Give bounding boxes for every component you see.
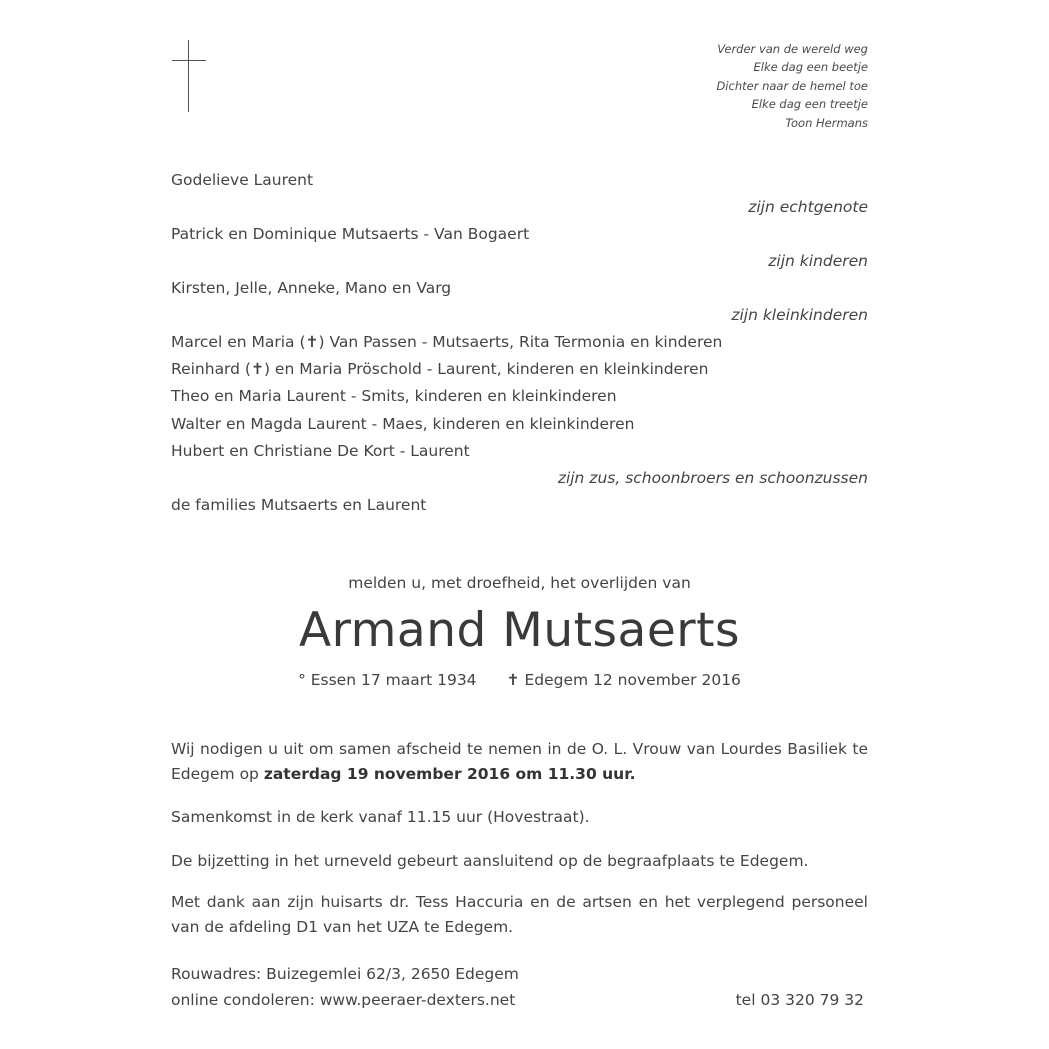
poem-author: Toon Hermans — [785, 115, 868, 130]
spouse-relation: zijn echtgenote — [748, 198, 868, 216]
poem — [716, 40, 868, 132]
cross-icon — [172, 40, 206, 112]
sibling-line: Theo en Maria Laurent - Smits, kinderen en kleinkinderen — [171, 387, 617, 405]
burial-paragraph: De bijzetting in het urneveld gebeurt aansluitend op de begraafplaats te Edegem. — [171, 852, 809, 870]
deceased-name: Armand Mutsaerts — [298, 603, 740, 658]
birth-date: ° Essen 17 maart 1934 — [298, 671, 477, 689]
mourning-address: Rouwadres: Buizegemlei 62/3, 2650 Edegem — [171, 965, 519, 983]
thanks-paragraph: Met dank aan zijn huisarts dr. Tess Haccuria en de artsen en het verplegend personeel van de afdeling D1 van het UZA te Edegem. — [171, 893, 868, 936]
invitation-text: Wij nodigen u uit om samen afscheid te nemen in de O. L. Vrouw van Lourdes Basiliek te Edegem op — [171, 740, 868, 783]
sibling-line: Reinhard (✝) en Maria Pröschold - Laurent, kinderen en kleinkinderen — [171, 360, 709, 378]
poem-line: Dichter naar de hemel toe — [716, 78, 868, 93]
announcement-intro: melden u, met droefheid, het overlijden van — [348, 574, 691, 592]
siblings-relation: zijn zus, schoonbroers en schoonzussen — [557, 469, 868, 487]
invitation-paragraph — [171, 737, 868, 787]
grandchildren-names: Kirsten, Jelle, Anneke, Mano en Varg — [171, 279, 452, 297]
condolence-link[interactable]: online condoleren: www.peeraer-dexters.net — [171, 991, 516, 1009]
invitation-date: zaterdag 19 november 2016 om 11.30 uur. — [263, 765, 636, 783]
death-date: ✝ Edegem 12 november 2016 — [506, 671, 741, 689]
sibling-line: Marcel en Maria (✝) Van Passen - Mutsaerts, Rita Termonia en kinderen — [171, 333, 723, 351]
life-dates — [0, 670, 1039, 690]
spouse-name: Godelieve Laurent — [171, 171, 314, 189]
families-line: de families Mutsaerts en Laurent — [171, 496, 427, 514]
children-relation: zijn kinderen — [768, 252, 868, 270]
sibling-line: Hubert en Christiane De Kort - Laurent — [171, 442, 470, 460]
poem-line: Elke dag een treetje — [751, 97, 868, 112]
gathering-paragraph: Samenkomst in de kerk vanaf 11.15 uur (Hovestraat). — [171, 808, 590, 826]
poem-line: Elke dag een beetje — [753, 60, 868, 75]
grandchildren-relation: zijn kleinkinderen — [731, 306, 868, 324]
children-names: Patrick en Dominique Mutsaerts - Van Bogaert — [171, 225, 530, 243]
phone-number: tel 03 320 79 32 — [735, 991, 864, 1009]
sibling-line: Walter en Magda Laurent - Maes, kinderen en kleinkinderen — [171, 415, 635, 433]
poem-line: Verder van de wereld weg — [717, 42, 868, 56]
